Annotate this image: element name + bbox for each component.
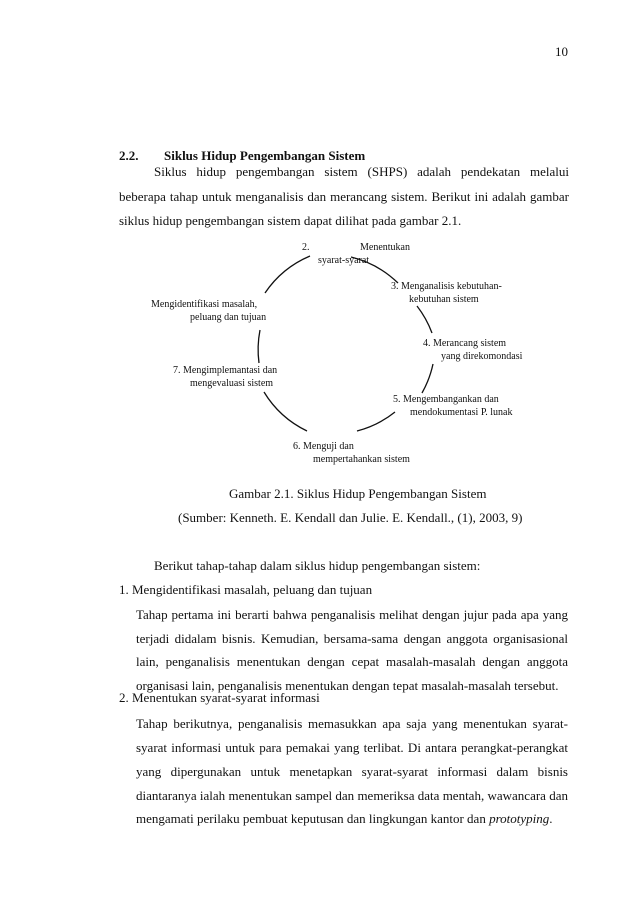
diagram-label-7-line2: mengevaluasi sistem [190, 378, 274, 389]
diagram-label-4-line2: yang direkomondasi [441, 351, 523, 362]
item-2-line-3: yang dipergunakan untuk menetapkan syarat-syarat informasi dalam bisnis [136, 764, 568, 779]
arc-4-to-5 [422, 364, 433, 393]
item-2-line-5-end: . [549, 811, 553, 826]
diagram-label-4-line1: 4. Merancang sistem [423, 338, 507, 349]
item-2-line-1: Tahap berikutnya, penganalisis memasukkan apa saja yang menentukan syarat- [136, 716, 568, 731]
diagram-label-5-line2: mendokumentasi P. lunak [410, 407, 513, 418]
diagram-label-2-line1: Menentukan [360, 242, 410, 253]
item-2-title: 2. Menentukan syarat-syarat informasi [119, 690, 320, 705]
diagram-label-3-line1: 3. Menganalisis kebutuhan- [391, 281, 502, 292]
diagram-label-2-number: 2. [302, 242, 310, 253]
diagram-label-2-line2: syarat-syarat [318, 255, 370, 266]
item-2-line-5-italic: prototyping [489, 811, 550, 826]
item-1-title: 1. Mengidentifikasi masalah, peluang dan tujuan [119, 582, 373, 597]
diagram-label-7-line1: 7. Mengimplemantasi dan [173, 365, 278, 376]
intro-line-3: siklus hidup pengembangan sistem dapat dilihat pada gambar 2.1. [119, 213, 462, 228]
diagram-label-1-line1: Mengidentifikasi masalah, [151, 299, 258, 310]
arc-6-to-7 [264, 392, 307, 431]
intro-line-2: beberapa tahap untuk menganalisis dan merancang sistem. Berikut ini adalah gambar [119, 189, 569, 204]
item-2-line-2: syarat informasi untuk para pemakai yang terlibat. Di antara perangkat-perangkat [136, 740, 568, 755]
steps-intro: Berikut tahap-tahap dalam siklus hidup pengembangan sistem: [154, 558, 481, 573]
item-2-line-4: diantaranya ialah menentukan sampel dan memeriksa data mentah, wawancara dan [136, 788, 568, 803]
section-number: 2.2. [119, 148, 139, 163]
item-1-line-4: organisasi lain, penganalisis menentukan dengan tepat masalah-masalah tersebut. [136, 678, 559, 693]
item-2-line-5-text: mengamati perilaku pembuat keputusan dan lingkungan kantor dan [136, 811, 490, 826]
arc-5-to-6 [357, 412, 395, 431]
intro-line-1: Siklus hidup pengembangan sistem (SHPS) adalah pendekatan melalui [154, 164, 569, 179]
diagram-label-5-line1: 5. Mengembangankan dan [393, 394, 499, 405]
diagram-label-3-line2: kebutuhan sistem [409, 294, 479, 305]
figure-source: (Sumber: Kenneth. E. Kendall dan Julie. E. Kendall., (1), 2003, 9) [178, 510, 523, 525]
diagram-label-1-line2: peluang dan tujuan [190, 312, 267, 323]
arc-3-to-4 [417, 306, 432, 333]
page-number: 10 [555, 44, 568, 59]
arc-7-to-1 [258, 330, 260, 363]
diagram-label-6-line2: mempertahankan sistem [313, 454, 410, 465]
item-2-line-5 [136, 805, 568, 832]
figure-caption: Gambar 2.1. Siklus Hidup Pengembangan Sistem [229, 486, 487, 501]
item-1-line-1: Tahap pertama ini berarti bahwa penganalisis melihat dengan jujur pada apa yang [136, 607, 568, 622]
item-1-line-3: lain, penganalisis menentukan dengan cepat masalah-masalah dengan anggota [136, 654, 568, 669]
arc-1-to-2 [265, 256, 310, 293]
item-1-line-2: terjadi didalam bisnis. Kemudian, bersama-sama dengan anggota organisasional [136, 631, 568, 646]
diagram-label-6-line1: 6. Menguji dan [293, 441, 354, 452]
section-title: Siklus Hidup Pengembangan Sistem [164, 148, 366, 163]
